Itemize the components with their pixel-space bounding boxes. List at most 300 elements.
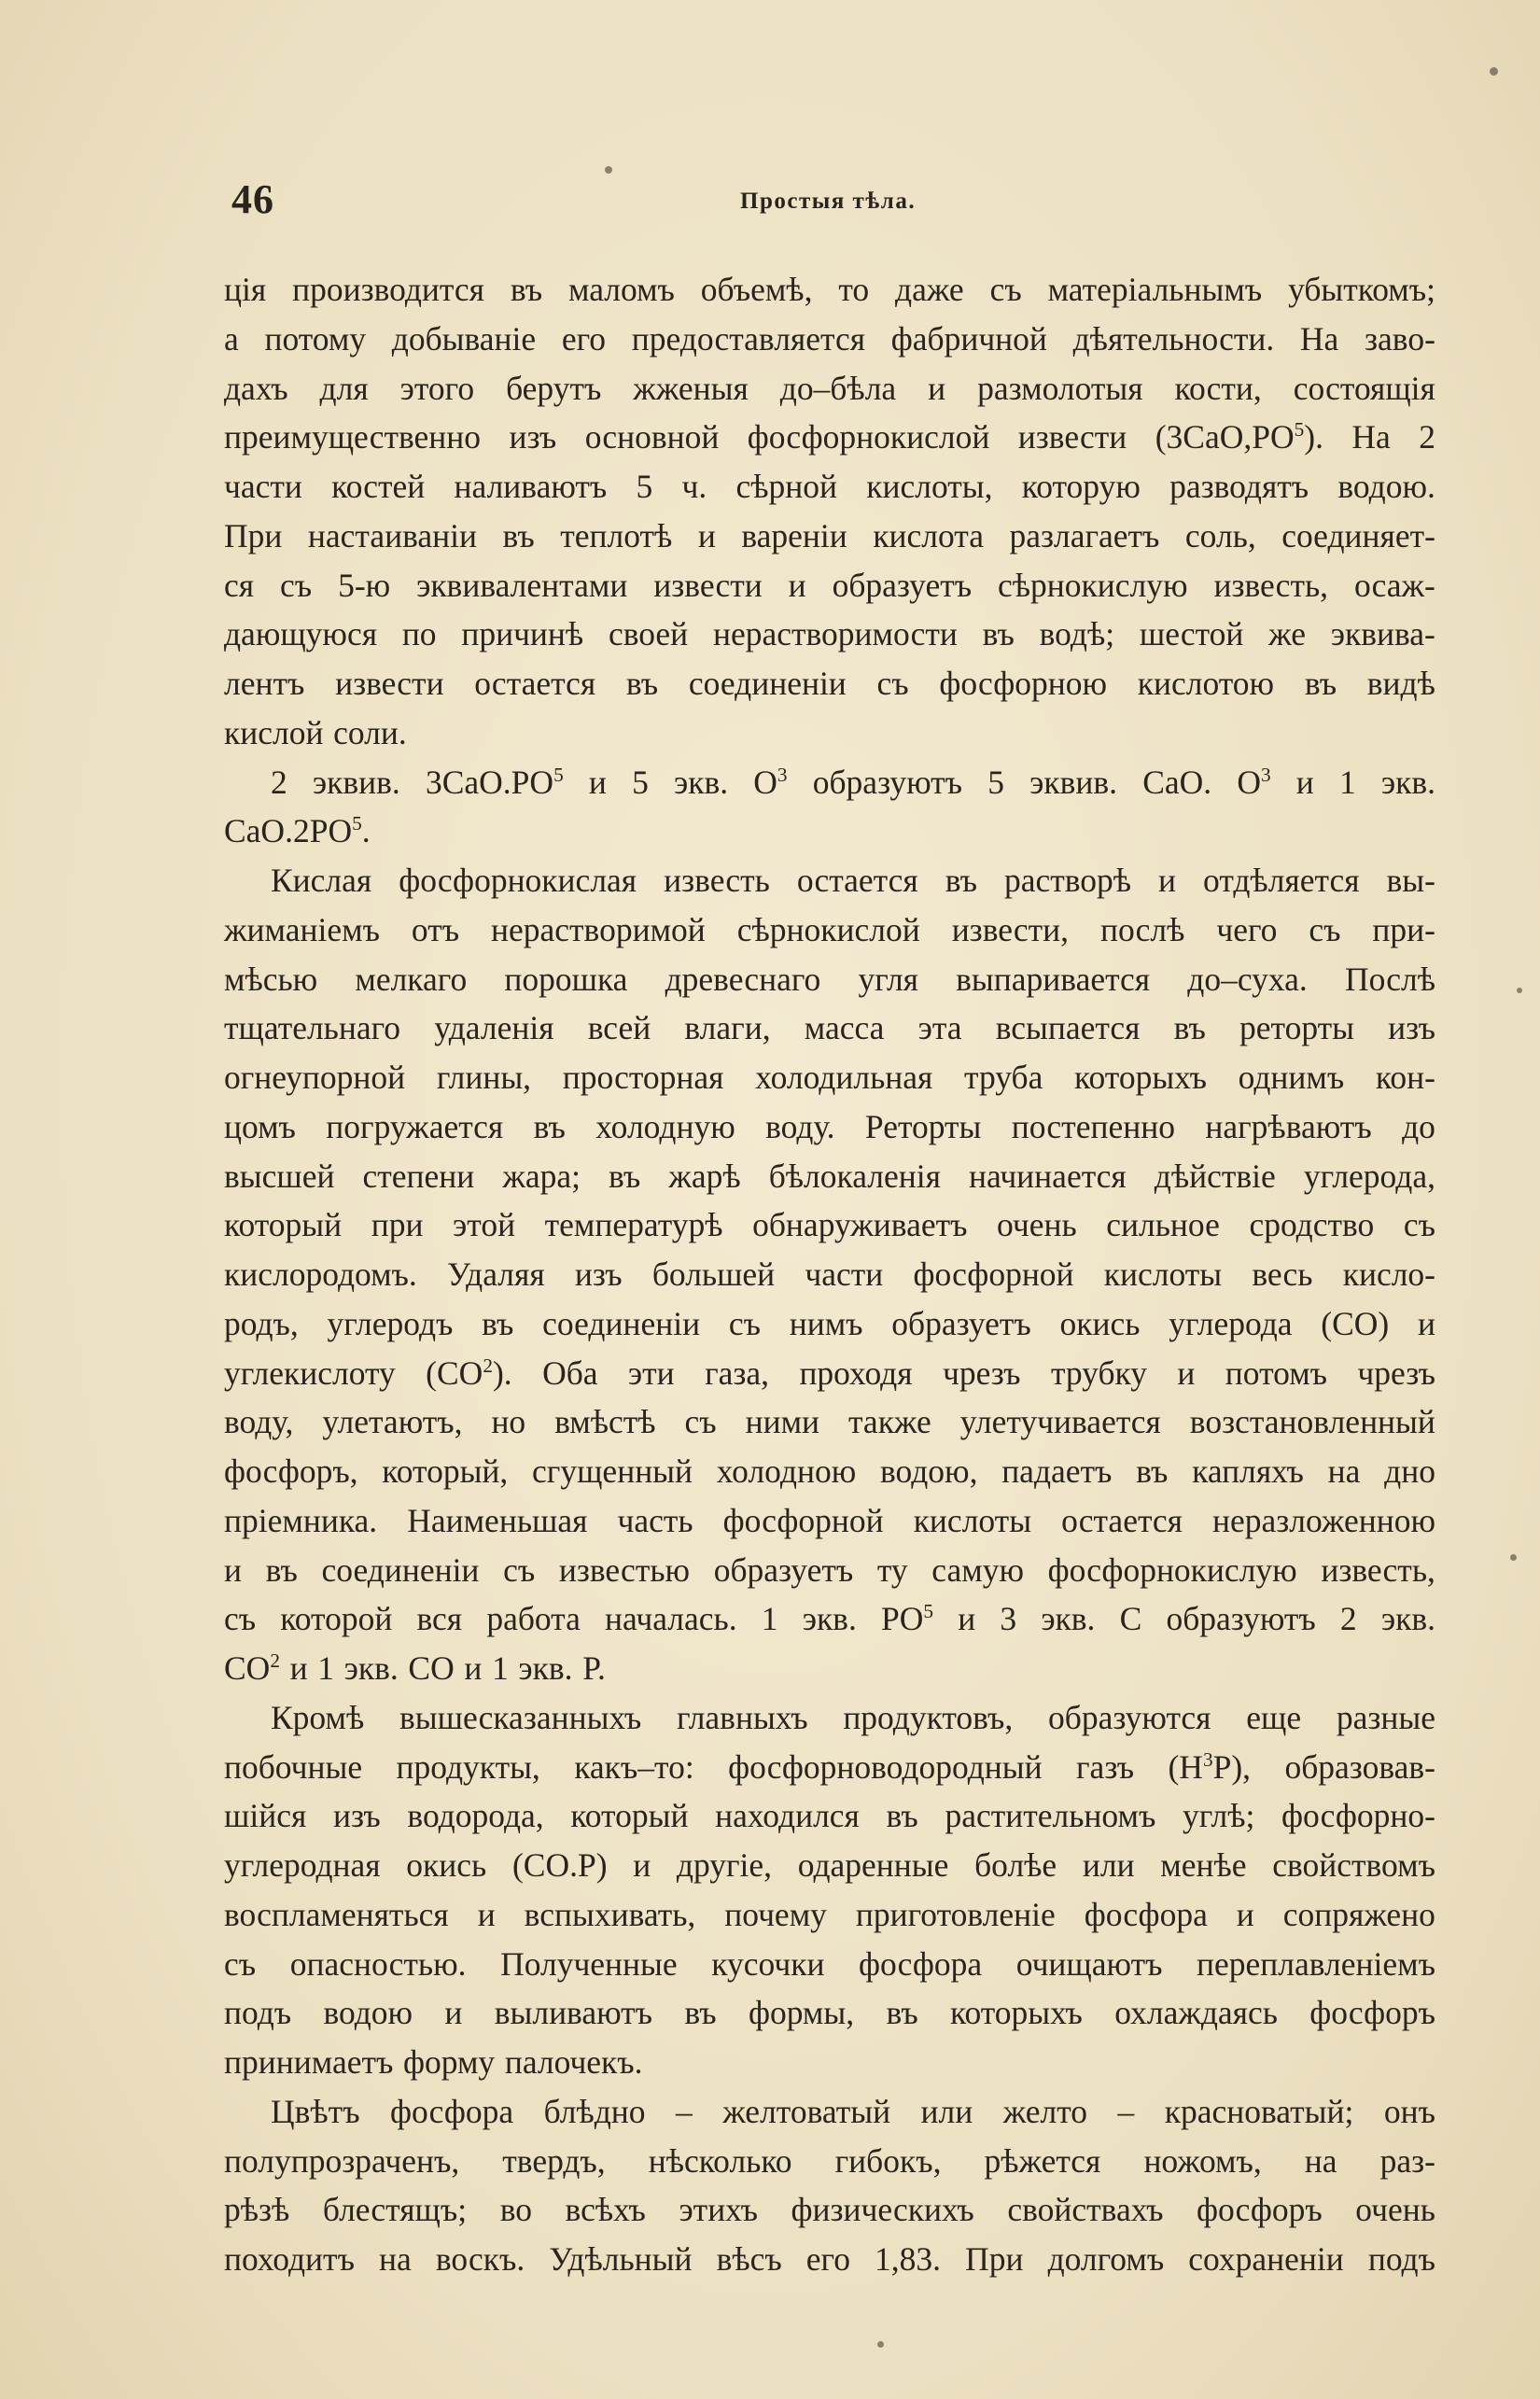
word: 5 [987,763,1004,801]
text-line [224,1644,1435,1693]
word: до [1402,1107,1435,1145]
word: и [444,1994,463,2032]
text-line [224,1349,1435,1398]
word: 2 [1339,1600,1357,1638]
word: начинается [969,1157,1127,1195]
word: въ [1136,1452,1169,1490]
word: которую [1021,468,1141,505]
word: и [477,1895,496,1933]
word: фосфорно- [1281,1797,1435,1835]
word: которой [280,1600,393,1638]
word: проходя [799,1354,913,1392]
word: изъ [332,1797,381,1835]
word: обнаруживаетъ [752,1206,968,1244]
word: сгущенный [532,1452,693,1490]
word: переплавленіемъ [1197,1944,1435,1983]
running-head: Простыя тѣла. [740,189,917,214]
text-line [224,1743,1435,1792]
word: формы, [748,1994,855,2032]
word: глины, [436,1059,532,1096]
word: теплотѣ [560,516,673,554]
word: въ [945,862,977,899]
word: трубку [1050,1354,1148,1392]
word: образуетъ [713,1550,854,1589]
text-line [224,1594,1435,1644]
ink-speck [605,166,612,174]
text-line [224,1940,1435,1989]
word: CO [408,1649,455,1687]
word: очищаютъ [1015,1944,1163,1983]
word: при [371,1206,424,1244]
word: родъ, [224,1304,299,1342]
word: Кислая [271,862,372,899]
word: въ [886,1994,918,2032]
word: въ [625,665,659,702]
text-line [224,1546,1435,1595]
word: масса [804,1009,885,1047]
word: эквив. [312,763,400,801]
word: фосфорною [939,665,1108,702]
word: (CO) [1321,1304,1390,1342]
word: известь [664,862,770,899]
text-line [224,2137,1435,2186]
word: На [1351,418,1391,456]
word: известью [558,1550,691,1589]
word: сохраненіи [1188,2240,1344,2278]
word: его [805,2240,850,2278]
word: улетаютъ, [322,1403,463,1441]
word: работа [486,1600,581,1638]
word: температурѣ [544,1206,723,1244]
word: сѣрнокислой [736,910,920,948]
word: продукты, [396,1747,540,1786]
word: порошка [504,960,628,998]
word: 5 [632,763,649,801]
word: по [401,615,437,653]
word: 1 [317,1649,335,1687]
word: жара; [502,1157,581,1195]
word: въ [609,1157,641,1195]
word: дахъ [224,369,288,407]
word: извести [335,665,444,702]
word: и [788,566,806,604]
word: сѣрнокислую [998,566,1188,604]
page-number: 46 [231,176,274,222]
word: углерода [1169,1304,1293,1342]
word: экв. [343,1649,399,1687]
word: желтоватый [722,2092,891,2130]
word: отдѣляется [1203,862,1360,899]
word: ту [876,1550,908,1589]
word: началась. [605,1600,737,1638]
word: соединеніи [321,1550,480,1589]
word: кислота [873,516,984,554]
word: кон- [1375,1059,1435,1096]
word: почему [724,1895,827,1933]
word: углекислоту [224,1354,396,1392]
word: дѣйствіе [1154,1157,1276,1195]
word: воскъ. [435,2240,525,2278]
word: выпаривается [956,960,1151,998]
word: производится [292,271,484,308]
word: на [378,2240,412,2278]
word: соединеніи [542,1304,701,1342]
word: падаетъ [1001,1452,1113,1490]
word: изъ [1388,1009,1435,1047]
word: побочные [224,1747,363,1786]
word: фабричной [890,319,1047,358]
word: съ [1309,910,1341,948]
word: твердъ, [502,2141,606,2180]
word: сопряжено [1282,1895,1435,1933]
word: состоящія [1293,369,1435,407]
word: образуютъ [812,763,963,801]
text-line [224,1250,1435,1299]
word: фосфорнокислую [1047,1550,1297,1589]
word: при- [1372,910,1435,948]
word: палочекъ. [504,2043,643,2081]
word: отъ [411,910,460,948]
word: въ [886,1797,918,1835]
word: экв. [1041,1600,1096,1638]
word: мелкаго [355,960,468,998]
word: жженыя [633,369,749,407]
word: подъ [1367,2240,1435,2278]
text-line [224,364,1435,414]
word: въ [482,1304,514,1342]
word: маломъ [567,271,675,308]
word: дно [1384,1452,1435,1490]
word: удаленія [434,1009,554,1047]
word: жиманіемъ [224,910,380,948]
word: съ [876,665,909,702]
word: эквивалентами [416,566,628,604]
word: кислой [224,713,324,751]
word: въ [533,1107,566,1145]
word: очень [997,1206,1077,1244]
word: которыхъ [950,1994,1083,2032]
word: и [1236,1895,1254,1933]
word: $PO^5$ [881,1600,934,1638]
word: разные [1336,1698,1435,1736]
word: своей [608,615,689,653]
text-line [224,413,1435,462]
word: выливаютъ [494,1994,653,2032]
word: вареніи [741,516,847,554]
word: кости, [1174,369,1262,407]
word: съ [684,1403,717,1441]
word: дѣятельности. [1072,319,1275,358]
text-line [224,856,1435,905]
word: въ [1304,665,1337,702]
word: экв. [1380,763,1435,801]
word: дающуюся [224,615,378,653]
word: ними [745,1403,820,1441]
word: водорода, [407,1797,544,1835]
word: блѣдно [543,2092,646,2130]
word: свойствахъ [1007,2191,1164,2229]
word: фосфорной [913,1256,1074,1293]
text-line [224,955,1435,1004]
word: всыпается [995,1009,1141,1047]
word: пріемника. [224,1501,378,1539]
word: размолотыя [977,369,1143,407]
word: жарѣ [668,1157,741,1195]
text-line [224,265,1435,315]
word: 2 [271,763,287,801]
word: улетучивается [959,1403,1161,1441]
word: экв. [802,1600,857,1638]
word: всей [587,1009,651,1047]
word: потому [264,319,367,358]
word: погружается [326,1107,504,1145]
word: берутъ [506,369,602,407]
text-line [224,1053,1435,1102]
word: 5-ю [338,566,391,604]
word: чрезъ [942,1354,1021,1392]
word: въ [265,1550,298,1589]
word: также [847,1403,931,1441]
text-line [224,905,1435,955]
word: предоставляется [631,319,866,358]
word: C [1119,1600,1142,1638]
word: При [965,2240,1024,2278]
word: неразложенною [1212,1501,1435,1539]
word: кисло- [1342,1256,1435,1293]
word: и [1295,763,1314,801]
word: съ [503,1550,536,1589]
word: соединяет- [1281,516,1435,554]
word: свойствомъ [1272,1846,1435,1884]
word: а [224,319,239,358]
text-line [224,315,1435,364]
word: убыткомъ; [1288,271,1435,308]
word: настаиваніи [307,516,478,554]
word: въ [502,516,535,554]
word: соединеніи [688,665,847,702]
body-text [224,265,1435,2284]
word: воспламеняться [224,1895,449,1933]
word: весь [1252,1256,1313,1293]
word: чего [1216,910,1278,948]
word: даже [895,271,964,308]
word: какъ–то: [574,1747,694,1786]
word: – [1117,2092,1135,2130]
word: этой [453,1206,516,1244]
word: воду, [224,1403,294,1441]
word: съ [224,1600,257,1638]
word: Удѣльный [549,2240,693,2278]
word: эти [627,1354,675,1392]
word: холодною [716,1452,857,1490]
word: шійся [224,1797,307,1835]
word: (CO.P) [511,1846,608,1884]
word: вся [416,1600,463,1638]
word: водою, [879,1452,978,1490]
word: огнеупорной [224,1059,406,1096]
word: фосфоръ, [224,1452,358,1490]
text-line [224,462,1435,512]
word: Реторты [864,1107,982,1145]
word: вмѣстѣ [554,1403,656,1441]
word: физическихъ [791,2191,974,2229]
word: полупрозраченъ, [224,2141,460,2180]
text-line [224,1791,1435,1841]
word: эквив. [1029,763,1118,801]
word: шестой [1139,615,1244,653]
word: объемѣ, [700,271,813,308]
word: видѣ [1366,665,1435,702]
page-header [231,175,1435,231]
word: $(3CaO,PO^5)$. [1155,418,1323,456]
word: ція [224,271,267,308]
word: форму [403,2043,496,2081]
word: большей [651,1256,776,1293]
word: остается [474,665,596,702]
word: углѣ; [1183,1797,1255,1835]
word: нерастворимой [491,910,706,948]
word: фосфора [1084,1895,1208,1933]
word: сродство [1249,1206,1375,1244]
word: лентъ [224,665,305,702]
word: сѣрной [735,468,838,505]
word: реторты [1239,1009,1354,1047]
word: 1 [492,1649,509,1687]
word: нѣсколько [648,2141,792,2180]
word: или [920,2092,973,2130]
text-line [224,807,1435,856]
word: послѣ [1100,910,1185,948]
text-line [224,1988,1435,2038]
word: возстановленный [1189,1403,1435,1441]
word: который, [382,1452,509,1490]
word: эта [917,1009,962,1047]
word: известь, [1321,1550,1435,1589]
word: однимъ [1238,1059,1345,1096]
text-line [224,1299,1435,1349]
word: Кромѣ [271,1698,365,1736]
word: принимаетъ [224,2043,394,2081]
word: рѣжется [984,2141,1101,2180]
word: на [1304,2141,1337,2180]
word: ножомъ, [1143,2141,1262,2180]
word: фосфоръ [1197,2191,1323,2229]
word: водѣ; [1039,615,1115,653]
word: чрезъ [1357,1354,1435,1392]
word: онъ [1383,2092,1435,2130]
word: приготовленіе [855,1895,1056,1933]
word: труба [964,1059,1043,1096]
word: раз- [1379,2141,1435,2180]
word: Оба [542,1354,598,1392]
word: холодную [595,1107,735,1145]
word: на [1327,1452,1361,1490]
word: бѣлокаленія [768,1157,941,1195]
word: водою. [1337,468,1435,505]
word: разлагаетъ [1009,516,1160,554]
word: Послѣ [1344,960,1435,998]
word: фосфорноводородный [728,1747,1043,1786]
word: мѣсью [224,960,318,998]
word: красноватый; [1164,2092,1354,2130]
word: находился [715,1797,860,1835]
text-line [224,1841,1435,1890]
word: 2 [1419,418,1435,456]
word: съ [280,566,313,604]
word: нагрѣваютъ [1205,1107,1372,1145]
word: образовав- [1284,1747,1435,1786]
word: и [958,1600,976,1638]
word: въ [982,615,1015,653]
word: этихъ [679,2191,758,2229]
word: экв. [673,763,729,801]
word: ч. [681,468,707,505]
word: блестящъ; [322,2191,468,2229]
word: Цвѣтъ [271,2092,360,2130]
text-line [224,2087,1435,2137]
word: Наименьшая [407,1501,588,1539]
word: или [1082,1846,1135,1884]
word: фосфорной [722,1501,884,1539]
word: соль, [1184,516,1256,554]
word: $CaO.2PO^5$. [224,812,371,850]
word: но [491,1403,526,1441]
word: фосфора [390,2092,514,2130]
word: P. [582,1649,606,1687]
word: очень [1355,2191,1435,2229]
word: кусочки [711,1944,825,1983]
word: углерода, [1303,1157,1435,1195]
word: которыхъ [1074,1059,1207,1096]
text-line [224,1693,1435,1743]
ink-speck [1490,67,1498,76]
word: и [224,1550,242,1589]
text-line [224,1397,1435,1447]
word: костей [331,468,426,505]
word: $3CaO.PO^5$ [425,763,564,801]
word: всѣхъ [565,2191,646,2229]
word: образуетъ [832,566,973,604]
word: вѣсъ [716,2240,782,2278]
word: кислородомъ. [224,1256,417,1293]
word: тщательнаго [224,1009,401,1047]
word: болѣе [974,1846,1057,1884]
ink-speck [877,2341,884,2348]
word: для [319,369,369,407]
word: $(CO^2)$. [426,1354,512,1392]
word: влаги, [684,1009,771,1047]
word: и [697,516,716,554]
word: кислоты [1103,1256,1223,1293]
word: водою [323,1994,413,2032]
word: же [1268,615,1306,653]
word: желто [1002,2092,1088,2130]
word: эквива- [1330,615,1435,653]
word: осаж- [1353,566,1435,604]
word: и [1418,1304,1435,1342]
word: матеріальнымъ [1047,271,1263,308]
word: нерастворимости [712,615,958,653]
word: часть [617,1501,693,1539]
word: высшей [224,1157,335,1195]
text-line [224,1200,1435,1250]
word: въ [510,271,543,308]
word: преимущественно [224,418,482,456]
word: остается [796,862,918,899]
text-line [224,610,1435,659]
word: 1 [761,1600,778,1638]
word: $CO^2$ [224,1649,280,1687]
